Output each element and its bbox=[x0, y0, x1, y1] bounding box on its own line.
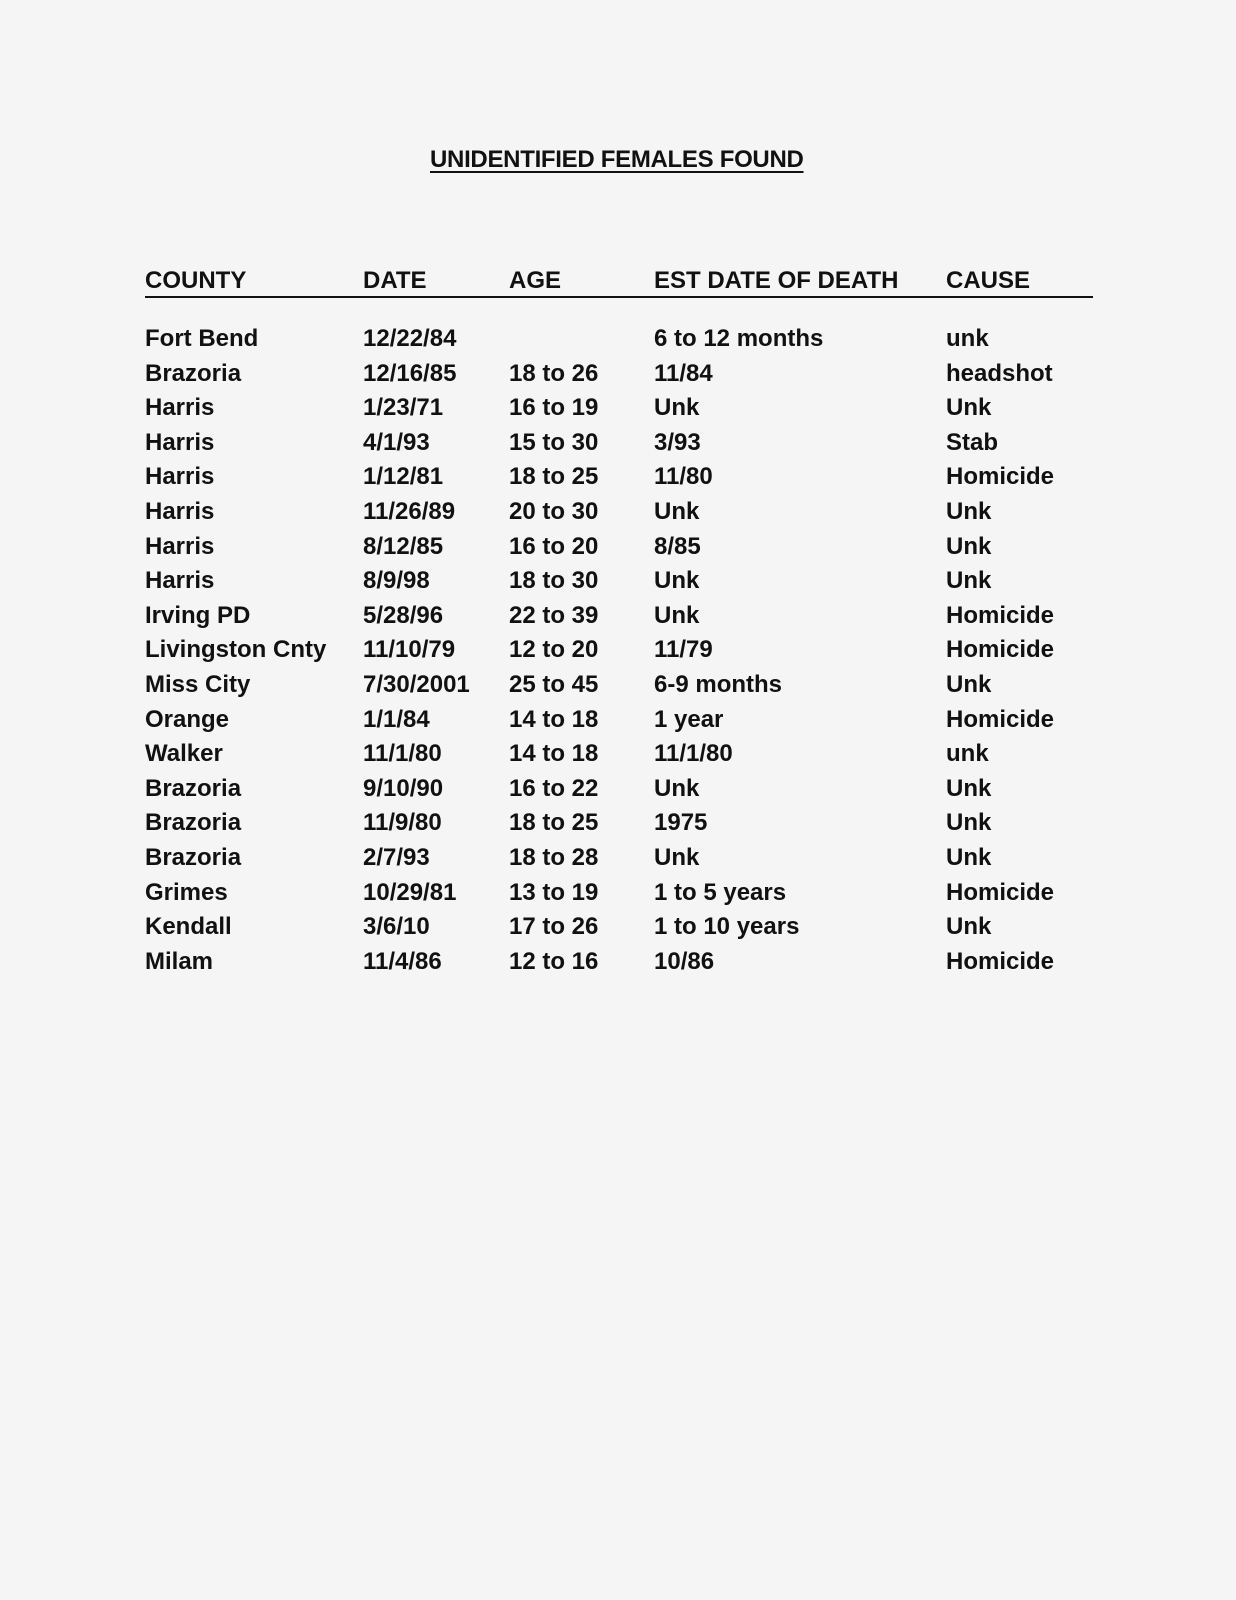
cell-county: Harris bbox=[145, 394, 215, 422]
cell-date: 2/7/93 bbox=[363, 843, 430, 871]
table-row bbox=[145, 428, 1093, 463]
table-row bbox=[145, 705, 1093, 740]
cell-county: Brazoria bbox=[145, 359, 242, 387]
cell-age: 17 to 26 bbox=[509, 913, 599, 941]
table-row bbox=[145, 912, 1093, 947]
cell-est-date-of-death: 11/80 bbox=[654, 463, 713, 491]
cell-cause: Unk bbox=[946, 843, 992, 871]
cell-county: Harris bbox=[145, 497, 215, 525]
table-row bbox=[145, 808, 1093, 843]
cell-age: 20 to 30 bbox=[509, 497, 599, 525]
cell-county: Irving PD bbox=[145, 601, 251, 629]
header-county: COUNTY bbox=[145, 267, 247, 294]
table-row bbox=[145, 393, 1093, 428]
cell-age: 18 to 26 bbox=[509, 359, 599, 387]
cell-age: 13 to 19 bbox=[509, 878, 599, 906]
cell-cause: unk bbox=[946, 740, 989, 768]
cell-date: 11/4/86 bbox=[363, 947, 442, 975]
cell-est-date-of-death: Unk bbox=[654, 843, 700, 871]
cell-cause: Homicide bbox=[946, 705, 1055, 733]
cell-date: 7/30/2001 bbox=[363, 670, 470, 698]
cell-county: Brazoria bbox=[145, 774, 242, 802]
cell-cause: Homicide bbox=[946, 947, 1055, 975]
cell-age: 12 to 16 bbox=[509, 947, 599, 975]
cell-date: 1/12/81 bbox=[363, 463, 444, 491]
cell-cause: Unk bbox=[946, 670, 992, 698]
cell-date: 11/1/80 bbox=[363, 740, 442, 768]
table-row bbox=[145, 566, 1093, 601]
cell-est-date-of-death: 11/79 bbox=[654, 636, 713, 664]
cell-est-date-of-death: Unk bbox=[654, 497, 700, 525]
table-row bbox=[145, 670, 1093, 705]
cell-age: 16 to 22 bbox=[509, 774, 599, 802]
cell-date: 8/9/98 bbox=[363, 567, 430, 595]
cell-date: 1/23/71 bbox=[363, 394, 444, 422]
table-row bbox=[145, 635, 1093, 670]
cell-est-date-of-death: 1975 bbox=[654, 809, 708, 837]
table-row bbox=[145, 497, 1093, 532]
cell-cause: Unk bbox=[946, 809, 992, 837]
table-header bbox=[145, 266, 1093, 298]
cell-date: 9/10/90 bbox=[363, 774, 444, 802]
cell-est-date-of-death: Unk bbox=[654, 601, 700, 629]
cell-cause: Homicide bbox=[946, 601, 1055, 629]
cell-date: 1/1/84 bbox=[363, 705, 430, 733]
cell-county: Orange bbox=[145, 705, 230, 733]
cell-cause: Stab bbox=[946, 428, 999, 456]
cell-est-date-of-death: 1 year bbox=[654, 705, 724, 733]
cell-cause: headshot bbox=[946, 359, 1053, 387]
cell-est-date-of-death: 6-9 months bbox=[654, 670, 783, 698]
cell-date: 12/16/85 bbox=[363, 359, 457, 387]
cell-county: Milam bbox=[145, 947, 214, 975]
cell-date: 5/28/96 bbox=[363, 601, 444, 629]
header-age: AGE bbox=[509, 267, 562, 294]
cell-date: 4/1/93 bbox=[363, 428, 430, 456]
cell-cause: Homicide bbox=[946, 463, 1055, 491]
cell-county: Livingston Cnty bbox=[145, 636, 327, 664]
document-title: UNIDENTIFIED FEMALES FOUND bbox=[430, 146, 804, 173]
cell-date: 11/9/80 bbox=[363, 809, 442, 837]
cell-county: Harris bbox=[145, 428, 215, 456]
cell-county: Fort Bend bbox=[145, 325, 259, 352]
cell-county: Harris bbox=[145, 532, 215, 560]
cell-age: 16 to 20 bbox=[509, 532, 599, 560]
cell-age: 18 to 30 bbox=[509, 567, 599, 595]
header-date: DATE bbox=[363, 267, 427, 294]
cell-age: 16 to 19 bbox=[509, 394, 599, 422]
cell-est-date-of-death: Unk bbox=[654, 394, 700, 422]
cell-est-date-of-death: 11/1/80 bbox=[654, 740, 733, 768]
cell-cause: Unk bbox=[946, 913, 992, 941]
cell-age: 12 to 20 bbox=[509, 636, 599, 664]
cell-date: 11/26/89 bbox=[363, 497, 456, 525]
cell-cause: Unk bbox=[946, 774, 992, 802]
cell-cause: Unk bbox=[946, 394, 992, 422]
cell-county: Miss City bbox=[145, 670, 251, 698]
cell-date: 10/29/81 bbox=[363, 878, 457, 906]
cell-date: 8/12/85 bbox=[363, 532, 444, 560]
cell-cause: Homicide bbox=[946, 636, 1055, 664]
cell-county: Harris bbox=[145, 567, 215, 595]
cell-cause: Unk bbox=[946, 532, 992, 560]
cell-age: 18 to 25 bbox=[509, 463, 599, 491]
cell-date: 3/6/10 bbox=[363, 913, 430, 941]
cell-est-date-of-death: 1 to 10 years bbox=[654, 913, 800, 941]
table-row bbox=[145, 843, 1093, 878]
cell-age: 18 to 28 bbox=[509, 843, 599, 871]
table-row bbox=[145, 532, 1093, 567]
table-row bbox=[145, 462, 1093, 497]
records-table bbox=[145, 266, 1093, 981]
cell-county: Grimes bbox=[145, 878, 228, 906]
header-cause: CAUSE bbox=[946, 267, 1031, 294]
cell-age: 18 to 25 bbox=[509, 809, 599, 837]
cell-age: 14 to 18 bbox=[509, 740, 599, 768]
cell-est-date-of-death: 6 to 12 months bbox=[654, 325, 824, 352]
cell-est-date-of-death: 1 to 5 years bbox=[654, 878, 787, 906]
cell-age: 25 to 45 bbox=[509, 670, 599, 698]
cell-age: 22 to 39 bbox=[509, 601, 599, 629]
cell-cause: unk bbox=[946, 325, 989, 352]
cell-age: 15 to 30 bbox=[509, 428, 599, 456]
cell-date: 11/10/79 bbox=[363, 636, 456, 664]
table-body bbox=[145, 324, 1093, 981]
cell-county: Harris bbox=[145, 463, 215, 491]
cell-est-date-of-death: Unk bbox=[654, 567, 700, 595]
cell-cause: Unk bbox=[946, 497, 992, 525]
cell-est-date-of-death: Unk bbox=[654, 774, 700, 802]
cell-county: Brazoria bbox=[145, 843, 242, 871]
cell-est-date-of-death: 11/84 bbox=[654, 359, 713, 387]
cell-county: Kendall bbox=[145, 913, 232, 941]
table-row bbox=[145, 359, 1093, 394]
cell-county: Walker bbox=[145, 740, 223, 768]
cell-est-date-of-death: 10/86 bbox=[654, 947, 715, 975]
table-row bbox=[145, 947, 1093, 982]
cell-age: 14 to 18 bbox=[509, 705, 599, 733]
table-row bbox=[145, 878, 1093, 913]
table-row bbox=[145, 739, 1093, 774]
table-row bbox=[145, 774, 1093, 809]
cell-cause: Homicide bbox=[946, 878, 1055, 906]
cell-cause: Unk bbox=[946, 567, 992, 595]
table-row bbox=[145, 324, 1093, 359]
table-row bbox=[145, 601, 1093, 636]
header-est-date-of-death: EST DATE OF DEATH bbox=[654, 267, 899, 294]
cell-county: Brazoria bbox=[145, 809, 242, 837]
cell-date: 12/22/84 bbox=[363, 325, 457, 352]
cell-est-date-of-death: 3/93 bbox=[654, 428, 701, 456]
cell-est-date-of-death: 8/85 bbox=[654, 532, 701, 560]
